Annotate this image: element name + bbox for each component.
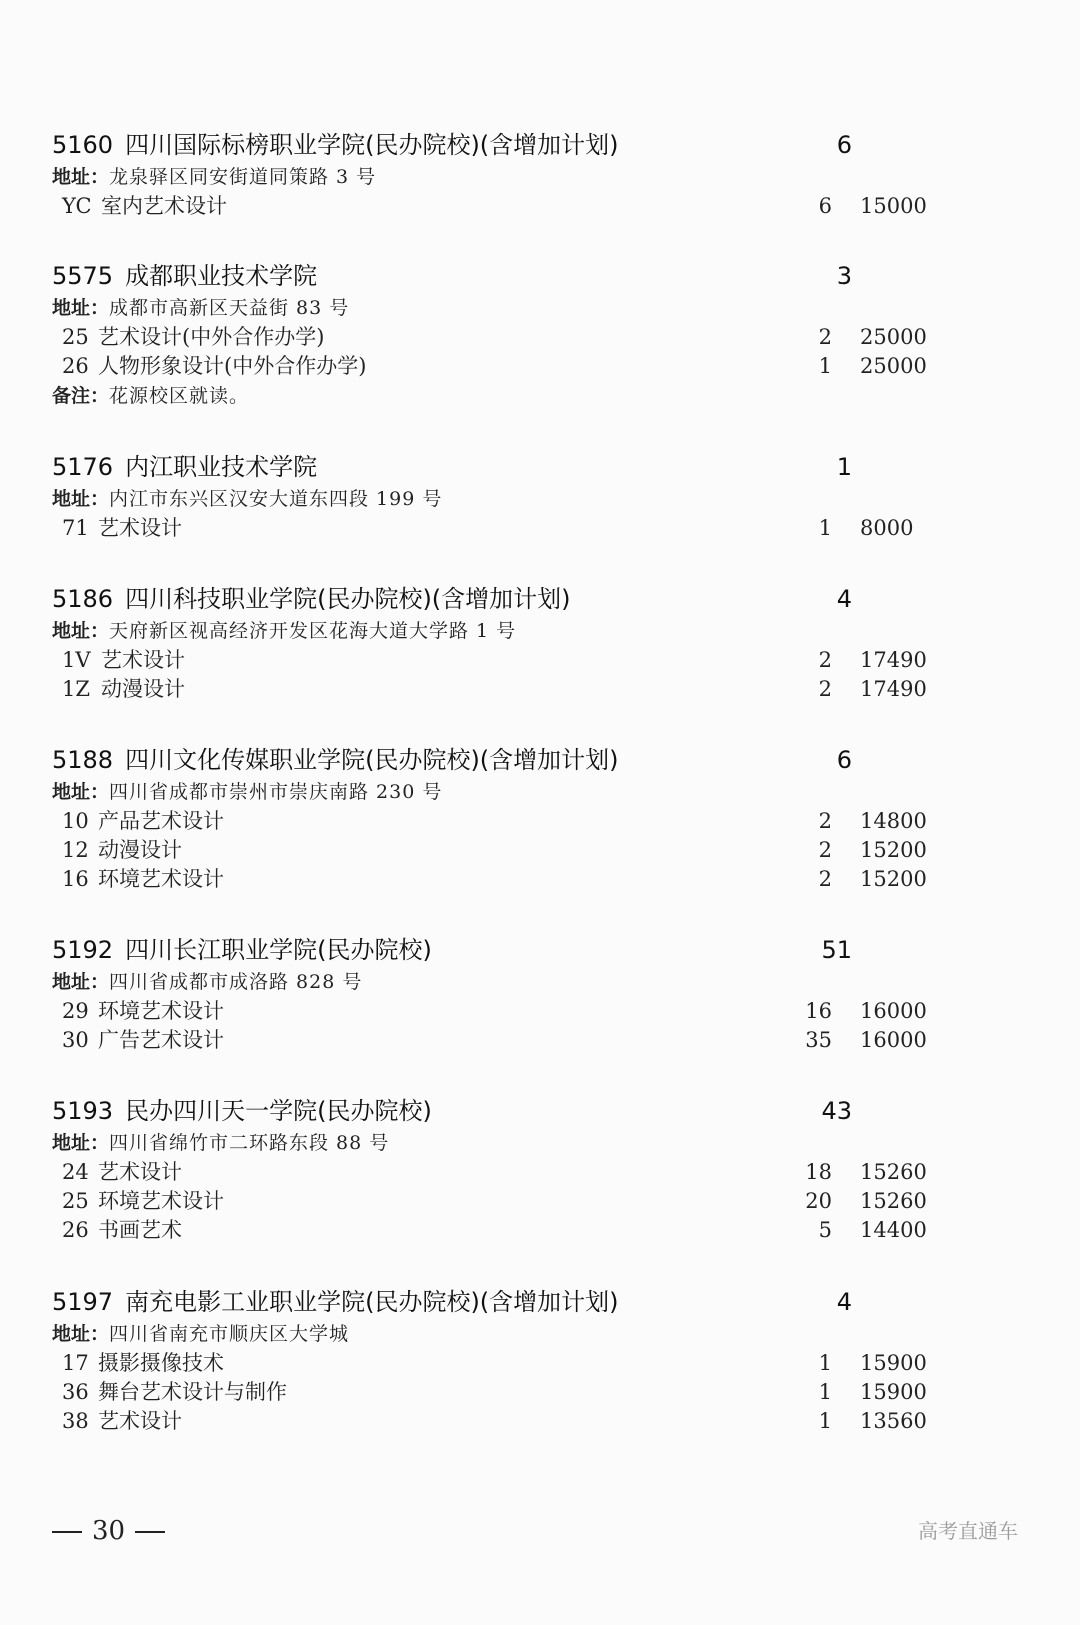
major-fee: 14800: [860, 809, 927, 833]
major-row: [52, 807, 952, 836]
major-name: 广告艺术设计: [98, 1028, 224, 1052]
address-text: 四川省成都市成洛路 828 号: [109, 971, 363, 993]
major-row: [52, 865, 952, 894]
address-text: 成都市高新区天益街 83 号: [109, 297, 350, 319]
major-row: [52, 1349, 952, 1378]
major-code: 1Z: [62, 677, 90, 701]
school-total: 6: [836, 746, 852, 774]
school-code: 5575: [52, 262, 114, 290]
school-title: [52, 743, 619, 777]
school-name: 四川文化传媒职业学院(民办院校)(含增加计划): [125, 746, 619, 774]
school-header: [52, 450, 952, 484]
major-row: [52, 836, 952, 865]
school-code: 5186: [52, 585, 114, 613]
page-number: [52, 1514, 175, 1548]
address-label: 地址：: [52, 166, 110, 188]
address-label: 地址：: [52, 297, 110, 319]
major-code: 25: [62, 1189, 89, 1213]
major-count: 35: [805, 1028, 832, 1052]
school-address: [52, 162, 952, 192]
major-fee: 15260: [860, 1160, 927, 1184]
address-label: 地址：: [52, 488, 110, 510]
school-name: 民办四川天一学院(民办院校): [125, 1097, 432, 1125]
major-code: 12: [62, 838, 89, 862]
major-count: 1: [818, 516, 832, 540]
major-name: 产品艺术设计: [98, 809, 224, 833]
major-fee: 16000: [860, 999, 927, 1023]
major-code: YC: [62, 194, 92, 218]
school-title: [52, 582, 571, 616]
major-row: [52, 192, 952, 221]
major-count: 20: [805, 1189, 832, 1213]
school-total: 51: [821, 936, 852, 964]
school-entry: [52, 1285, 952, 1436]
school-code: 5193: [52, 1097, 114, 1125]
school-header: [52, 1094, 952, 1128]
major-count: 2: [818, 325, 832, 349]
major-row: [52, 1407, 952, 1436]
major-count: 2: [818, 648, 832, 672]
school-name: 内江职业技术学院: [125, 453, 318, 481]
major-code: 24: [62, 1160, 89, 1184]
major-fee: 17490: [860, 648, 927, 672]
school-title: [52, 933, 432, 967]
major-code: 29: [62, 999, 89, 1023]
major-row: [52, 1378, 952, 1407]
major-code: 1V: [62, 648, 91, 672]
school-entry: [52, 743, 952, 894]
major-name: 艺术设计(中外合作办学): [98, 325, 325, 349]
major-name: 室内艺术设计: [101, 194, 227, 218]
major-name: 环境艺术设计: [98, 999, 224, 1023]
school-total: 1: [836, 453, 852, 481]
major-row: [52, 514, 952, 543]
school-name: 成都职业技术学院: [125, 262, 318, 290]
major-name: 艺术设计: [98, 1160, 182, 1184]
major-row: [52, 352, 952, 381]
major-count: 2: [818, 809, 832, 833]
major-count: 2: [818, 677, 832, 701]
page-number-text: 30: [92, 1516, 126, 1546]
major-row: [52, 1026, 952, 1055]
school-total: 6: [836, 131, 852, 159]
major-fee: 15200: [860, 838, 927, 862]
address-label: 地址：: [52, 620, 110, 642]
school-code: 5160: [52, 131, 114, 159]
major-count: 1: [818, 1409, 832, 1433]
major-row: [52, 323, 952, 352]
major-name: 舞台艺术设计与制作: [98, 1380, 287, 1404]
address-text: 四川省绵竹市二环路东段 88 号: [109, 1132, 390, 1154]
address-text: 内江市东兴区汉安大道东四段 199 号: [109, 488, 443, 510]
major-row: [52, 1187, 952, 1216]
school-address: [52, 484, 952, 514]
school-header: [52, 259, 952, 293]
major-row: [52, 646, 952, 675]
school-entry: [52, 259, 952, 411]
school-entry: [52, 1094, 952, 1245]
major-code: 71: [62, 516, 89, 540]
major-fee: 25000: [860, 354, 927, 378]
major-count: 2: [818, 867, 832, 891]
school-entry: [52, 450, 952, 543]
major-row: [52, 997, 952, 1026]
school-total: 4: [836, 585, 852, 613]
major-count: 1: [818, 1351, 832, 1375]
major-count: 16: [805, 999, 832, 1023]
school-address: [52, 616, 952, 646]
major-count: 6: [818, 194, 832, 218]
watermark: 高考直通车: [918, 1519, 1018, 1543]
school-title: [52, 1094, 432, 1128]
school-entry: [52, 582, 952, 704]
major-row: [52, 1216, 952, 1245]
address-text: 龙泉驿区同安街道同策路 3 号: [109, 166, 377, 188]
school-header: [52, 743, 952, 777]
school-name: 四川长江职业学院(民办院校): [125, 936, 432, 964]
major-fee: 16000: [860, 1028, 927, 1052]
school-code: 5197: [52, 1288, 114, 1316]
major-fee: 8000: [860, 516, 914, 540]
major-name: 环境艺术设计: [98, 867, 224, 891]
school-title: [52, 128, 619, 162]
school-entry: [52, 128, 952, 221]
school-address: [52, 1128, 952, 1158]
major-name: 人物形象设计(中外合作办学): [98, 354, 367, 378]
major-fee: 15260: [860, 1189, 927, 1213]
address-label: 地址：: [52, 971, 110, 993]
school-note: [52, 381, 952, 411]
address-text: 天府新区视高经济开发区花海大道大学路 1 号: [109, 620, 517, 642]
address-label: 地址：: [52, 1132, 110, 1154]
school-title: [52, 1285, 619, 1319]
school-name: 四川科技职业学院(民办院校)(含增加计划): [125, 585, 571, 613]
note-text: 花源校区就读。: [109, 385, 250, 407]
major-name: 环境艺术设计: [98, 1189, 224, 1213]
major-row: [52, 1158, 952, 1187]
address-text: 四川省成都市崇州市崇庆南路 230 号: [109, 781, 443, 803]
major-fee: 15900: [860, 1351, 927, 1375]
note-label: 备注：: [52, 385, 110, 407]
major-fee: 15200: [860, 867, 927, 891]
school-code: 5176: [52, 453, 114, 481]
school-address: [52, 1319, 952, 1349]
major-row: [52, 675, 952, 704]
school-title: [52, 259, 317, 293]
major-code: 25: [62, 325, 89, 349]
major-fee: 17490: [860, 677, 927, 701]
major-fee: 13560: [860, 1409, 927, 1433]
major-code: 38: [62, 1409, 89, 1433]
major-name: 动漫设计: [101, 677, 185, 701]
school-code: 5188: [52, 746, 114, 774]
major-count: 1: [818, 354, 832, 378]
school-header: [52, 1285, 952, 1319]
school-address: [52, 777, 952, 807]
address-label: 地址：: [52, 781, 110, 803]
major-name: 艺术设计: [101, 648, 185, 672]
major-code: 16: [62, 867, 89, 891]
school-entry: [52, 933, 952, 1055]
major-name: 艺术设计: [98, 1409, 182, 1433]
school-header: [52, 582, 952, 616]
major-name: 艺术设计: [98, 516, 182, 540]
school-header: [52, 128, 952, 162]
major-count: 5: [818, 1218, 832, 1242]
major-code: 10: [62, 809, 89, 833]
major-code: 30: [62, 1028, 89, 1052]
school-address: [52, 967, 952, 997]
school-total: 43: [821, 1097, 852, 1125]
school-name: 四川国际标榜职业学院(民办院校)(含增加计划): [125, 131, 619, 159]
major-count: 2: [818, 838, 832, 862]
major-fee: 15900: [860, 1380, 927, 1404]
major-count: 18: [805, 1160, 832, 1184]
major-count: 1: [818, 1380, 832, 1404]
major-code: 17: [62, 1351, 89, 1375]
major-fee: 15000: [860, 194, 927, 218]
major-code: 26: [62, 354, 89, 378]
major-fee: 14400: [860, 1218, 927, 1242]
address-label: 地址：: [52, 1323, 110, 1345]
major-name: 摄影摄像技术: [98, 1351, 224, 1375]
school-total: 3: [836, 262, 852, 290]
school-code: 5192: [52, 936, 114, 964]
page-number-dash-right: [135, 1531, 165, 1533]
major-fee: 25000: [860, 325, 927, 349]
address-text: 四川省南充市顺庆区大学城: [109, 1323, 350, 1345]
page-number-dash-left: [52, 1531, 82, 1533]
school-name: 南充电影工业职业学院(民办院校)(含增加计划): [125, 1288, 619, 1316]
major-code: 26: [62, 1218, 89, 1242]
major-code: 36: [62, 1380, 89, 1404]
school-header: [52, 933, 952, 967]
school-title: [52, 450, 317, 484]
major-name: 书画艺术: [98, 1218, 182, 1242]
major-name: 动漫设计: [98, 838, 182, 862]
school-total: 4: [836, 1288, 852, 1316]
school-address: [52, 293, 952, 323]
